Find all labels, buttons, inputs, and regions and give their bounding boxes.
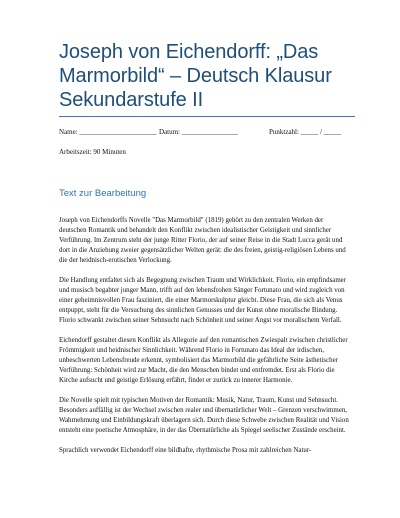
document-title: Joseph von Eichendorff: „Das Marmorbild“ – Deutsch Klausur Sekundarstufe II (59, 41, 332, 111)
paragraph: Die Handlung entfaltet sich als Begegnung zwischen Traum und Wirklichkeit. Florio, ein empfindsamer und musisch begabter junger Mann, trifft auf den lebensfrohen Sänger Fortunato und wird zugleich von einer geheimnisvollen Frau fasziniert, die einer Marmorskulptur gleicht. Diese Frau, die sich als Venus entpuppt, steht für die Versuchung des sinnlichen Genusses und der Kunst ohne moralische Bindung. Florio schwankt zwischen seiner Sehnsucht nach Schönheit und seiner Angst vor moralischem Verfall. (59, 277, 347, 324)
header-fields (59, 128, 344, 136)
paragraph: Sprachlich verwendet Eichendorff eine bildhafte, rhythmische Prosa mit zahlreichen Natur- (59, 447, 312, 454)
paragraph: Joseph von Eichendorffs Novelle "Das Marmorbild" (1819) gehört zu den zentralen Werken der deutschen Romantik und behandelt den Konflikt zwischen idealistischer Geistigkeit und sinnlicher Verführung. Im Zentrum steht der junge Ritter Florio, der auf seiner Reise in die Stadt Lucca gerät und dort in die Anziehung zweier gegensätzlicher Welten gerät: die des freien, geistig-religiösen Lebens und die der heidnisch-erotischen Verlockung. (59, 217, 346, 264)
title-divider (59, 116, 355, 117)
points-field[interactable]: Punktzahl: _____ / _____ (269, 128, 342, 136)
working-time: Arbeitszeit: 90 Minuten (59, 148, 126, 156)
name-field[interactable]: Name: ______________________ (59, 128, 157, 136)
section-heading: Text zur Bearbeitung (59, 188, 147, 199)
paragraph: Eichendorff gestaltet diesen Konflikt als Allegorie auf den romantischen Zwiespalt zwischen christlicher Frömmigkeit und heidnischer Sinnlichkeit. Während Florio in Fortunato das Ideal der irdischen, unbeschwerten Lebensfreude erkennt, symbolisiert das Marmorbild die gefährliche Seite ästhetischer Verführung: Schönheit wird zur Macht, die den Menschen bindet und entfremdet. Erst als Florio die Kirche aufsucht und geistige Erlösung erfährt, findet er zurück zu innerer Harmonie. (59, 337, 348, 384)
paragraph: Die Novelle spielt mit typischen Motiven der Romantik: Musik, Natur, Traum, Kunst und Sehnsucht. Besonders auffällig ist der Wechsel zwischen realer und übernatürlicher Welt – Grenzen verschwimmen, Wahrnehmung und Einbildungskraft überlagern sich. Durch diese Schwebe zwischen Realität und Vision entsteht eine poetische Atmosphäre, in der das Übernatürliche als Spiegel seelischer Zustände erscheint. (59, 397, 349, 434)
date-field[interactable]: Datum: ________________ (159, 128, 238, 136)
